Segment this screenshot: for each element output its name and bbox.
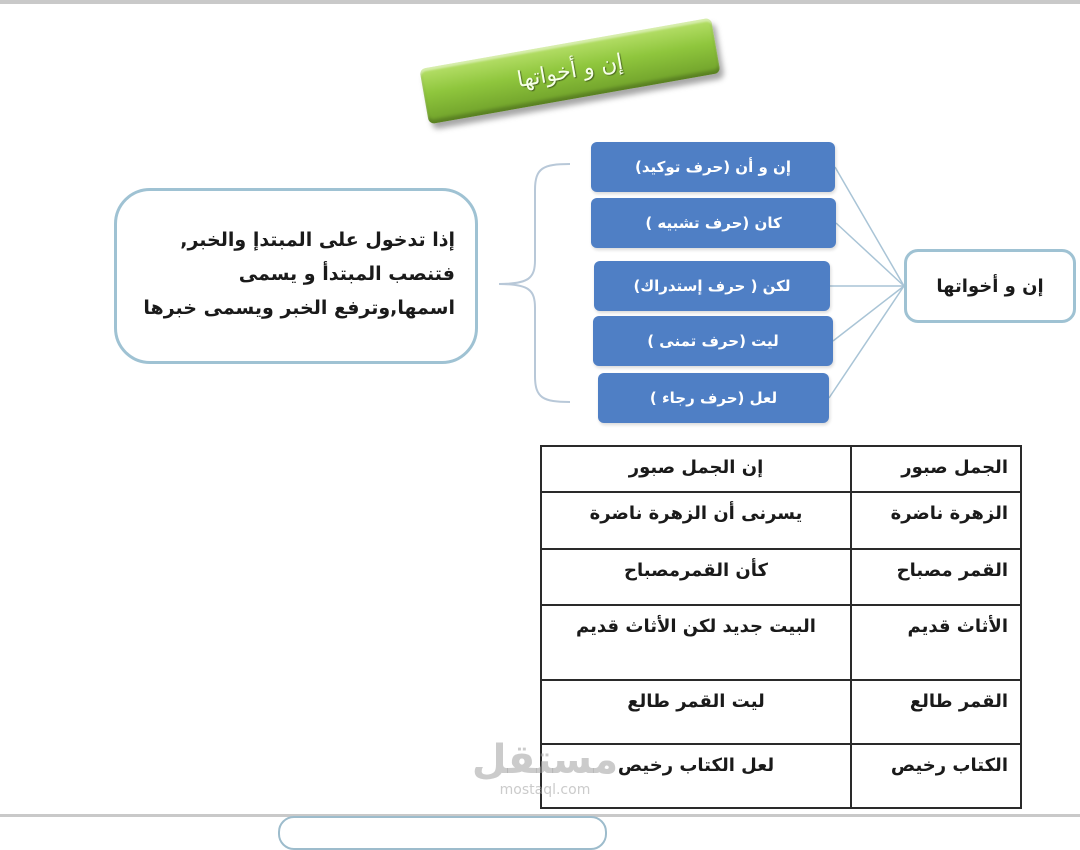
root-node: إن و أخواتها xyxy=(904,249,1076,323)
table-row xyxy=(541,549,1021,605)
particle-pill-correction: لكن ( حرف إستدراك) xyxy=(594,261,830,311)
particle-pill-wish: ليت (حرف تمنى ) xyxy=(593,316,833,366)
watermark-logo: مستقل xyxy=(471,737,619,783)
particle-sentence: ليت القمر طالع xyxy=(541,680,851,744)
curly-brace xyxy=(495,160,575,405)
plain-sentence: الأثاث قديم xyxy=(851,605,1021,680)
plain-sentence: الجمل صبور xyxy=(851,446,1021,492)
plain-sentence: القمر طالع xyxy=(851,680,1021,744)
table-row xyxy=(541,492,1021,549)
particle-pill-emphasis: إن و أن (حرف توكيد) xyxy=(591,142,835,192)
description-line: اسمها,وترفع الخبر ويسمى خبرها xyxy=(143,297,455,319)
particle-sentence: كأن القمرمصباح xyxy=(541,549,851,605)
particle-sentence: البيت جديد لكن الأثاث قديم xyxy=(541,605,851,680)
plain-sentence: الزهرة ناضرة xyxy=(851,492,1021,549)
next-box-partial xyxy=(278,816,607,850)
particle-sentence: يسرنى أن الزهرة ناضرة xyxy=(541,492,851,549)
description-box xyxy=(114,188,478,364)
plain-sentence: القمر مصباح xyxy=(851,549,1021,605)
particle-pill-simile: كان (حرف تشبيه ) xyxy=(591,198,836,248)
particle-sentence: إن الجمل صبور xyxy=(541,446,851,492)
particle-pill-hope: لعل (حرف رجاء ) xyxy=(598,373,829,423)
table-row xyxy=(541,680,1021,744)
table-row xyxy=(541,605,1021,680)
watermark-url: mostaql.com xyxy=(499,782,591,798)
description-line: إذا تدخول على المبتدإ والخبر, xyxy=(180,229,455,251)
plain-sentence: الكتاب رخيص xyxy=(851,744,1021,808)
watermark xyxy=(470,738,620,808)
particle-sentence: لعل الكتاب رخيص xyxy=(541,744,851,808)
title-banner xyxy=(419,18,720,125)
title-text: إن و أخواتها xyxy=(515,49,625,93)
top-divider xyxy=(0,0,1080,4)
description-line: فتنصب المبتدأ و يسمى xyxy=(238,263,455,285)
table-row xyxy=(541,446,1021,492)
